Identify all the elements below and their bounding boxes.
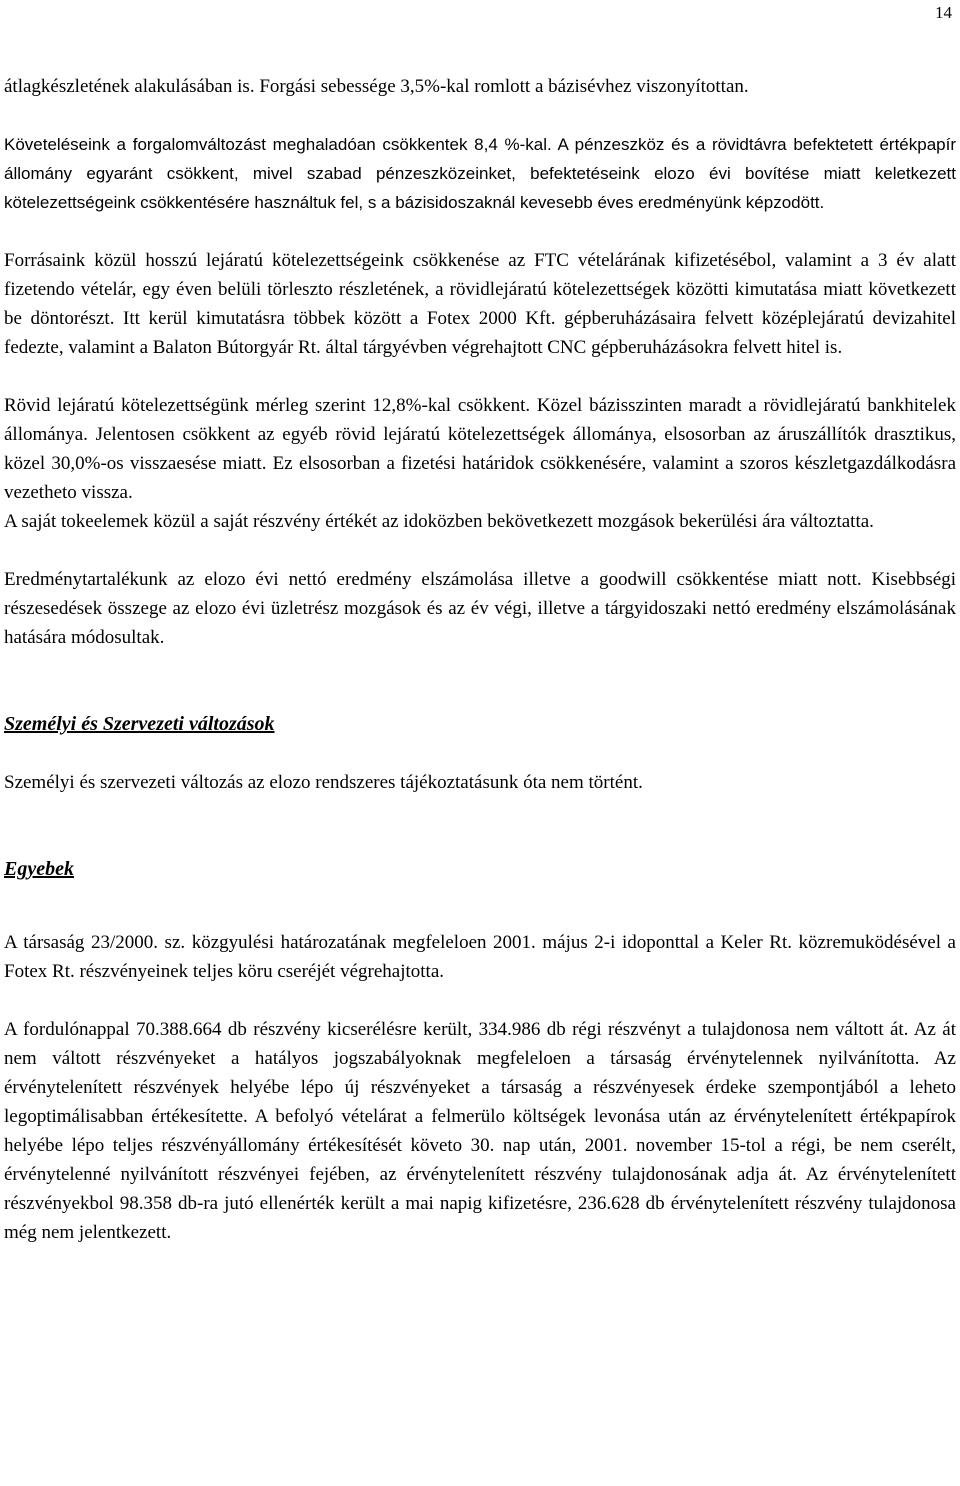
document-body xyxy=(4,72,956,1247)
paragraph-own-shares: A saját tokeelemek közül a saját részvény értékét az idoközben bekövetkezett mozgások bekerülési ára változtatta. xyxy=(4,511,874,532)
paragraph-inventory: átlagkészletének alakulásában is. Forgási sebessége 3,5%-kal romlott a bázisévhez viszonyítottan. xyxy=(4,76,749,97)
paragraph-long-term-liabilities: Forrásaink közül hosszú lejáratú kötelezettségeink csökkenése az FTC vételárának kifizetésébol, valamint a 3 év alatt fizetendo vételár, egy éven belüli törleszto részletének, a rövidlejáratú kötelezettségek közötti kimutatása miatt következett be döntorészt. Itt kerül kimutatásra többek között a Fotex 2000 Kft. gépberuházásaira felvett középlejáratú devizahitel fedezte, valamint a Balaton Bútorgyár Rt. által tárgyévben végrehajtott CNC gépberuházásokra felvett hitel is. xyxy=(4,250,956,358)
paragraph-retained-earnings: Eredménytartalékunk az elozo évi nettó eredmény elszámolása illetve a goodwill csökkentése miatt nott. Kisebbségi részesedések összege az elozo évi üzletrész mozgások és az év végi, illetve a tárgyidoszaki nettó eredmény elszámolásának hatására módosultak. xyxy=(4,569,956,648)
paragraph-share-exchange: A társaság 23/2000. sz. közgyulési határozatának megfeleloen 2001. május 2-i idoponttal a Keler Rt. közremuködésével a Fotex Rt. részvényeinek teljes köru cseréjét végrehajtotta. xyxy=(4,932,956,982)
paragraph-short-term-liabilities: Rövid lejáratú kötelezettségünk mérleg szerint 12,8%-kal csökkent. Közel bázisszinten maradt a rövidlejáratú bankhitelek állománya. Jelentosen csökkent az egyéb rövid lejáratú kötelezettségek állománya, elsosorban az áruszállítók drasztikus, közel 30,0%-os visszaesése miatt. Ez elsosorban a fizetési határidok csökkenésére, valamint a szoros készletgazdálkodásra vezetheto vissza. xyxy=(4,395,956,503)
section-heading-personnel: Személyi és Szervezeti változások xyxy=(4,713,275,735)
section-heading-other: Egyebek xyxy=(4,858,74,880)
paragraph-personnel: Személyi és szervezeti változás az elozo rendszeres tájékoztatásunk óta nem történt. xyxy=(4,772,643,793)
paragraph-unexchanged-shares: A fordulónappal 70.388.664 db részvény kicserélésre került, 334.986 db régi részvényt a tulajdonosa nem váltott át. Az át nem váltott részvényeket a hatályos jogszabályoknak megfeleloen a társaság érvénytelennek nyilvánította. Az érvénytelenített részvények helyébe lépo új részvényeket a társaság a részvényesek érdeke szempontjából a leheto legoptimálisabban értékesítette. A befolyó vételárat a felmerülo költségek levonása után az érvénytelenített értékpapírok helyébe lépo teljes részvényállomány értékesítését követo 30. nap után, 2001. november 15-tol a régi, be nem cserélt, érvénytelenné nyilvánított részvényei fejében, az érvénytelenített részvény tulajdonosának adja át. Az érvénytelenített részvényekbol 98.358 db-ra jutó ellenérték került a mai napig kifizetésre, 236.628 db érvénytelenített részvény tulajdonosa még nem jelentkezett. xyxy=(4,1019,956,1243)
page-number: 14 xyxy=(935,3,952,22)
paragraph-receivables: Követeléseink a forgalomváltozást meghaladóan csökkentek 8,4 %-kal. A pénzeszköz és a rövidtávra befektetett értékpapír állomány egyaránt csökkent, mivel szabad pénzeszközeinket, befektetéseink elozo évi bovítése miatt keletkezett kötelezettségeink csökkentésére használtuk fel, s a bázisidoszaknál kevesebb éves eredményünk képzodött. xyxy=(4,135,956,212)
